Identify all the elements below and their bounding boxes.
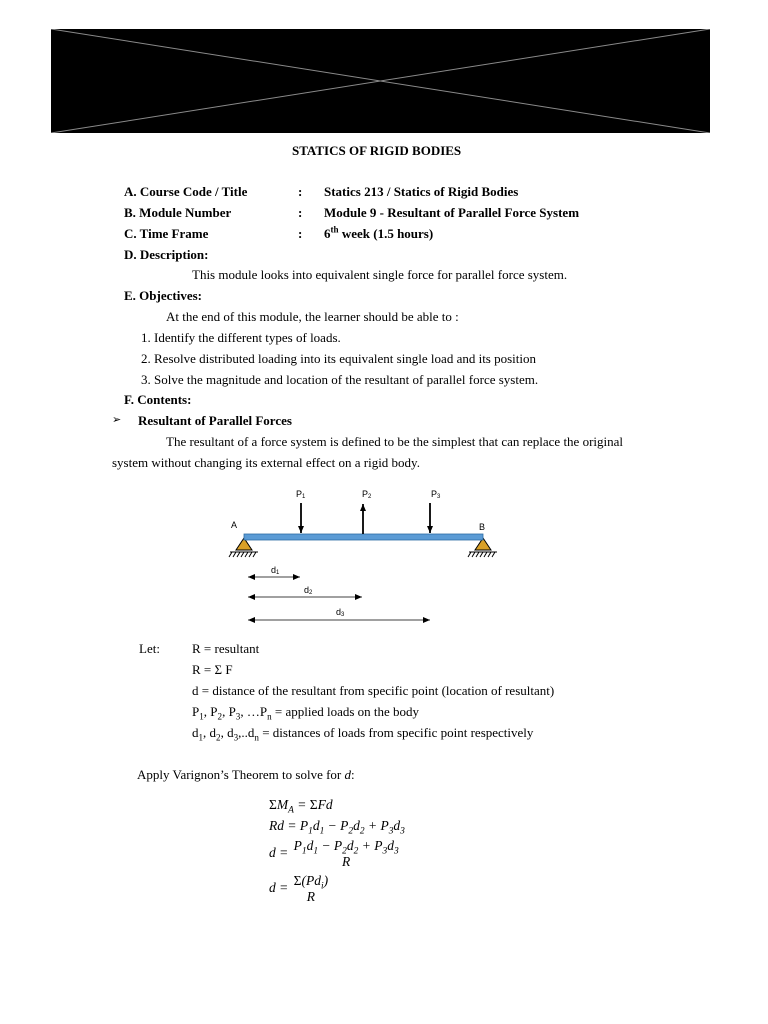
- support-a-label: A: [231, 520, 238, 530]
- objectives-heading: E. Objectives:: [124, 288, 202, 303]
- equation-moment-sum: $\Sigma M_A = \Sigma Fd$: [269, 797, 333, 816]
- let-line-resultant: R = resultant: [192, 641, 260, 656]
- let-line-distance: d = distance of the resultant from specific point (location of resultant): [192, 683, 555, 698]
- module-number-value: Module 9 - Resultant of Parallel Force System: [324, 205, 580, 220]
- objective-item: 2. Resolve distributed loading into its equivalent single load and its position: [141, 351, 537, 366]
- course-code-label: A. Course Code / Title: [124, 184, 248, 199]
- course-code-sep: :: [298, 184, 303, 199]
- beam-diagram: [220, 482, 520, 627]
- distance-d1-label: d1: [271, 565, 280, 576]
- contents-heading: F. Contents:: [124, 392, 192, 407]
- support-a-pin: [229, 538, 258, 557]
- section-title: Resultant of Parallel Forces: [138, 413, 292, 428]
- varignon-instruction: Apply Varignon’s Theorem to solve for d:: [137, 767, 355, 782]
- let-line-loads: $P_1$, $P_2$, $P_3$, $\dots P_n$ = applied loads on the body: [192, 704, 420, 722]
- support-b-label: B: [479, 522, 486, 532]
- distance-d2-label: d2: [304, 585, 313, 596]
- let-line-sum: R = Σ F: [192, 662, 233, 677]
- bullet-arrow-icon: ➢: [112, 413, 122, 426]
- objectives-intro: At the end of this module, the learner should be able to :: [166, 309, 459, 324]
- definition-paragraph-line2: system without changing its external effect on a rigid body.: [112, 455, 420, 470]
- time-frame-label: C. Time Frame: [124, 226, 209, 241]
- load-p2-label: P2: [362, 489, 372, 500]
- description-text: This module looks into equivalent single force for parallel force system.: [192, 267, 568, 282]
- objective-item: 1. Identify the different types of loads.: [141, 330, 341, 345]
- support-b-hatching: [468, 552, 495, 557]
- let-label: Let:: [139, 641, 160, 656]
- header-banner-image: [51, 29, 710, 133]
- load-p3-label: P3: [431, 489, 441, 500]
- support-b-pin: [468, 538, 497, 557]
- equation-rd: $Rd = P_1d_1 - P_2d_2 + P_3d_3$: [269, 818, 405, 837]
- objective-item: 3. Solve the magnitude and location of the resultant of parallel force system.: [141, 372, 539, 387]
- definition-paragraph-line1: The resultant of a force system is defined to be the simplest that can replace the original: [166, 434, 624, 449]
- module-number-sep: :: [298, 205, 303, 220]
- let-line-distances: $d_1$, $d_2$, $d_3,..d_n$ = distances of loads from specific point respectively: [192, 725, 534, 743]
- time-frame-value: 6th week (1.5 hours): [324, 224, 434, 241]
- beam: [244, 534, 483, 540]
- module-number-label: B. Module Number: [124, 205, 232, 220]
- page-title: STATICS OF RIGID BODIES: [292, 143, 462, 158]
- time-frame-sep: :: [298, 226, 303, 241]
- course-code-value: Statics 213 / Statics of Rigid Bodies: [324, 184, 519, 199]
- description-heading: D. Description:: [124, 247, 209, 262]
- support-a-hatching: [229, 552, 256, 557]
- equation-d-sum: d = $\Sigma(Pd_i)$ R: [269, 873, 329, 904]
- load-p1-label: P1: [296, 489, 306, 500]
- equation-d-fraction: d = $P_1d_1 - P_2d_2 + P_3d_3$ R: [269, 838, 399, 869]
- distance-d3-label: d3: [336, 607, 345, 618]
